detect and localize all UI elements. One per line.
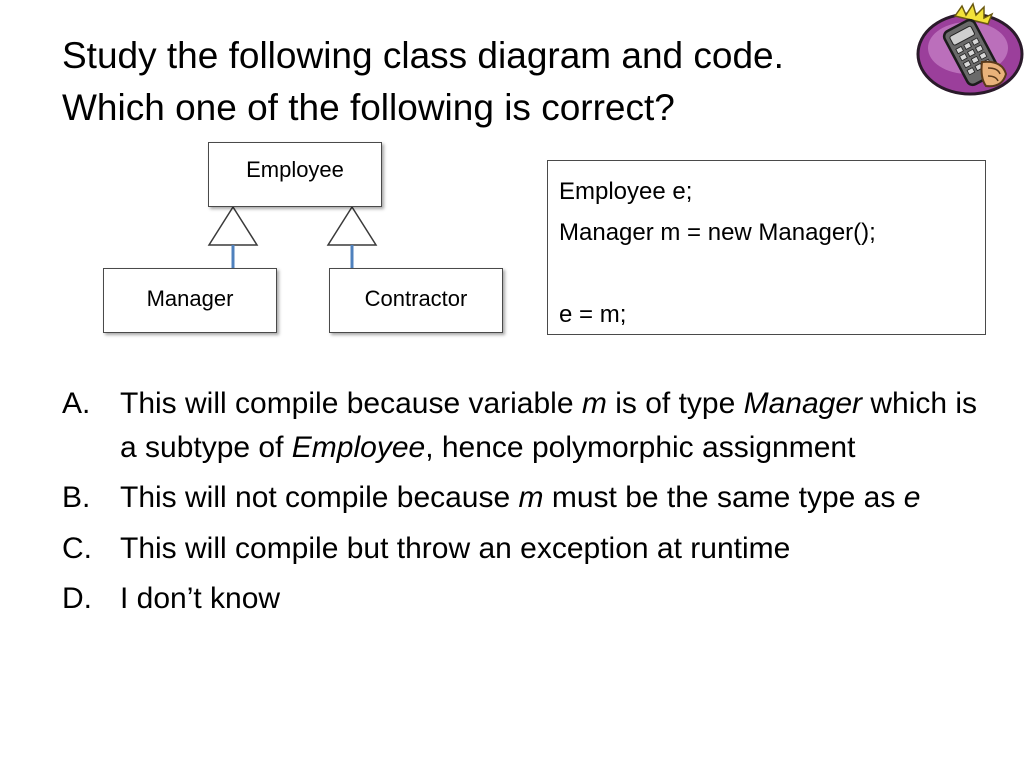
- option-text: [120, 532, 790, 565]
- remote-clicker-icon: [910, 2, 1024, 98]
- option-c[interactable]: [62, 527, 982, 571]
- option-letter: B.: [62, 481, 91, 514]
- option-text-part: is of type: [606, 387, 744, 420]
- option-text-part: e: [903, 481, 921, 514]
- option-text-part: This will compile but throw an exception at runtime: [120, 531, 791, 565]
- answer-options: [62, 382, 982, 628]
- option-letter: C.: [62, 531, 92, 565]
- option-b[interactable]: [62, 476, 982, 520]
- slide-title: [62, 30, 892, 134]
- option-text-part: This will not compile because: [120, 481, 519, 514]
- option-text-part: I don’t know: [120, 582, 281, 615]
- option-text: [120, 582, 280, 615]
- code-line-1: Employee e;: [559, 178, 693, 205]
- class-name-contractor: Contractor: [364, 285, 468, 311]
- option-text-part: which is a subtype of: [120, 387, 978, 464]
- option-text-part: must be the same type as: [543, 481, 904, 514]
- option-d[interactable]: [62, 577, 982, 621]
- option-text-part: Employee: [291, 430, 426, 464]
- option-text: [120, 387, 977, 464]
- class-box-contractor: [329, 268, 503, 333]
- class-name-manager: Manager: [146, 285, 234, 311]
- option-letter: A.: [62, 387, 91, 420]
- option-text: [120, 481, 920, 514]
- inheritance-arrowhead-contractor: [328, 207, 376, 245]
- option-a[interactable]: [62, 382, 982, 469]
- option-text-part: Manager: [743, 387, 863, 420]
- title-line-2: Which one of the following is correct?: [62, 87, 675, 128]
- option-text-part: This will compile because variable: [120, 387, 582, 420]
- class-name-employee: Employee: [246, 156, 344, 182]
- title-line-1: Study the following class diagram and code.: [62, 35, 784, 76]
- option-letter: D.: [62, 582, 92, 615]
- option-text-part: m: [518, 481, 544, 514]
- inheritance-arrowhead-manager: [209, 207, 257, 245]
- option-text-part: , hence polymorphic assignment: [425, 430, 856, 464]
- class-box-employee: [208, 142, 382, 207]
- code-line-2: Manager m = new Manager();: [559, 219, 876, 246]
- option-text-part: m: [581, 387, 607, 420]
- code-line-3: [559, 253, 985, 294]
- code-line-4: e = m;: [559, 301, 627, 328]
- code-snippet: [547, 160, 986, 335]
- class-box-manager: [103, 268, 277, 333]
